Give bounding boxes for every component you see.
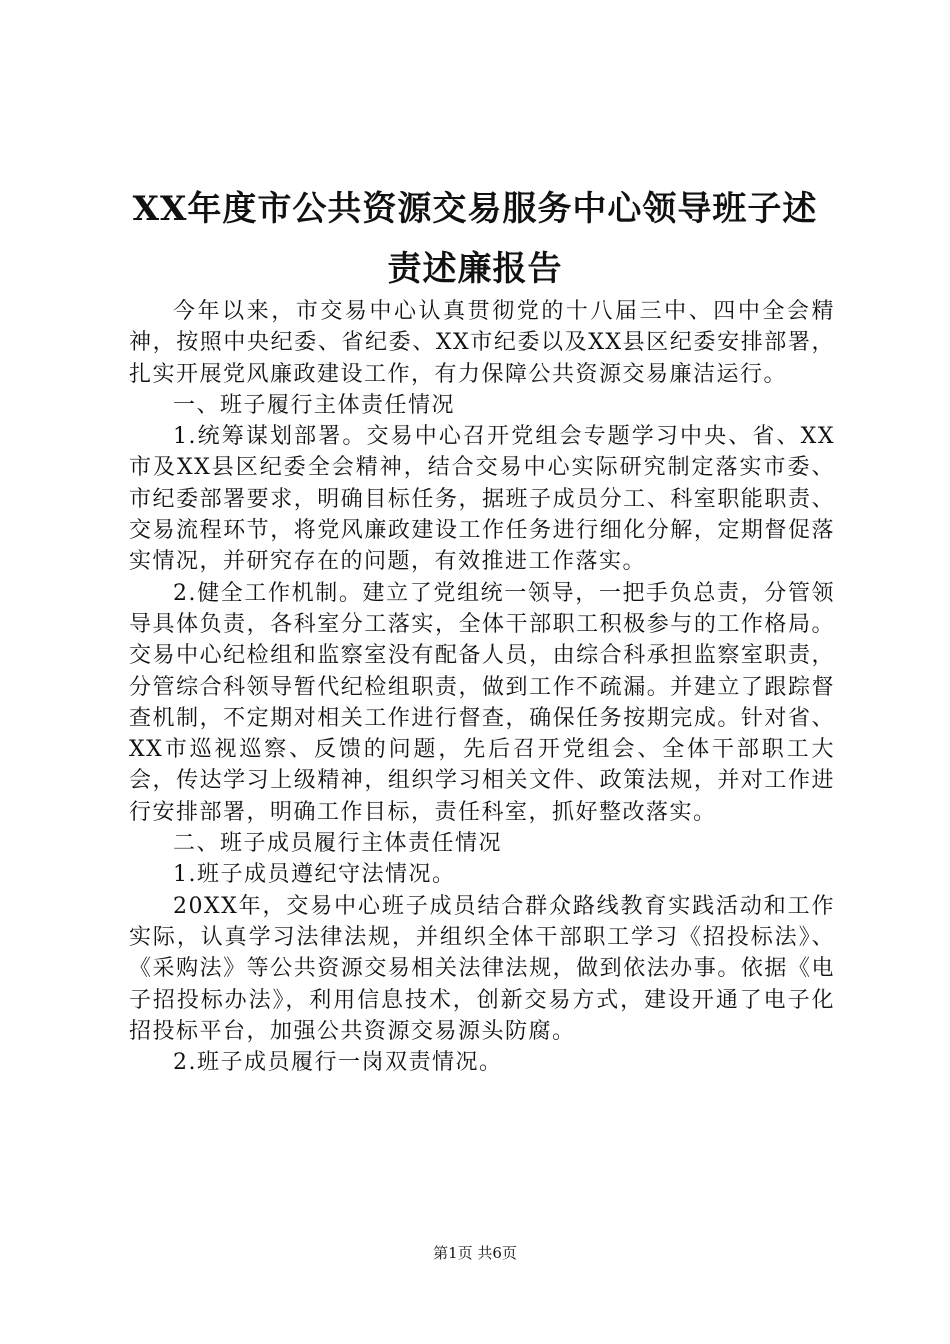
paragraph-2-1: 20XX年，交易中心班子成员结合群众路线教育实践活动和工作实际，认真学习法律法规，并组织全体干部职工学习《招投标法》、《采购法》等公共资源交易相关法律法规，做到依法办事。依据《电子招投标办法》，利用信息技术，创新交易方式，建设开通了电子化招投标平台，加强公共资源交易源头防腐。	[129, 893, 835, 1044]
page-footer: 第1页 共6页	[433, 1244, 517, 1262]
heading-section-2: 二、班子成员履行主体责任情况	[173, 831, 503, 857]
document-title-line-1: XX年度市公共资源交易服务中心领导班子述	[132, 189, 818, 229]
document-body	[129, 296, 835, 1078]
heading-section-1: 一、班子履行主体责任情况	[173, 392, 456, 418]
subheading-2-1: 1.班子成员遵纪守法情况。	[173, 862, 456, 888]
document-title-line-2: 责述廉报告	[387, 249, 563, 289]
paragraph-intro: 今年以来，市交易中心认真贯彻党的十八届三中、四中全会精神，按照中央纪委、省纪委、XX市纪委以及XX县区纪委安排部署，扎实开展党风廉政建设工作，有力保障公共资源交易廉洁运行。	[129, 299, 835, 387]
paragraph-1-2: 2.健全工作机制。建立了党组统一领导，一把手负总责，分管领导具体负责，各科室分工落实，全体干部职工积极参与的工作格局。交易中心纪检组和监察室没有配备人员，由综合科承担监察室职责，分管综合科领导暂代纪检组职责，做到工作不疏漏。并建立了跟踪督查机制，不定期对相关工作进行督查，确保任务按期完成。针对省、XX市巡视巡察、反馈的问题，先后召开党组会、全体干部职工大会，传达学习上级精神，组织学习相关文件、政策法规，并对工作进行安排部署，明确工作目标，责任科室，抓好整改落实。	[129, 580, 835, 825]
subheading-2-2: 2.班子成员履行一岗双责情况。	[173, 1050, 503, 1076]
paragraph-1-1: 1.统筹谋划部署。交易中心召开党组会专题学习中央、省、XX市及XX县区纪委全会精神，结合交易中心实际研究制定落实市委、市纪委部署要求，明确目标任务，据班子成员分工、科室职能职责、交易流程环节，将党风廉政建设工作任务进行细化分解，定期督促落实情况，并研究存在的问题，有效推进工作落实。	[129, 424, 835, 575]
